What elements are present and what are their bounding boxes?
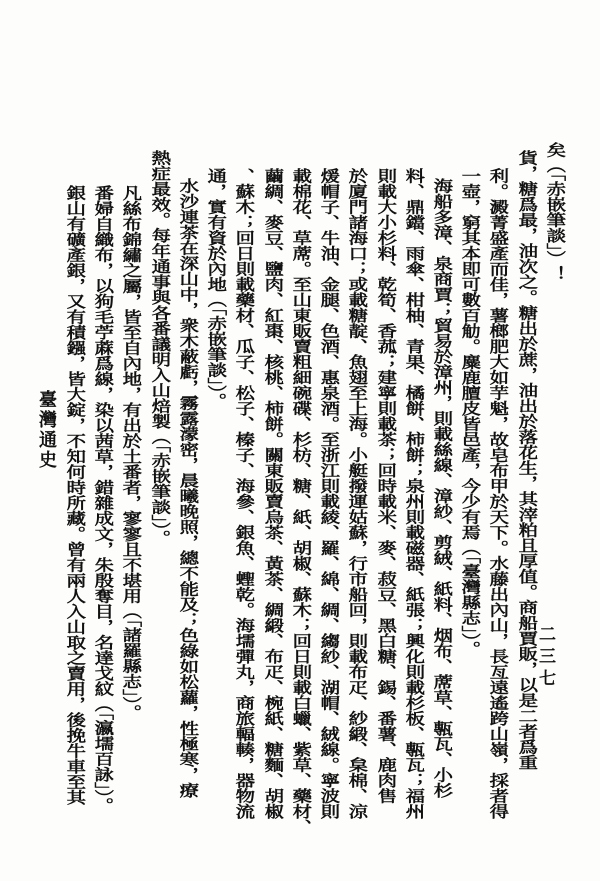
- text-column-8: 於廈門諸海口；或載糖靛、魚翅至上海。小艇撥運姑蘇，行市船回，則載布疋、紗緞、枲棉、涼: [345, 168, 370, 819]
- text-column-18: 銀山有礦產銀，又有積鏹，皆大錠，不知何時所藏。曾有兩人入山取之賣用，後挽牛車至其: [63, 185, 88, 805]
- text-column-2: 貨，糖爲最，油次之。糖出於蔗，油出於落花生，其滓粕且厚值。商船賈販，以是二者爲重: [515, 150, 540, 770]
- text-column-3: 利。澱菁盛產而佳，薯榔肥大如芋魁，故皂布甲於天下。水藤出內山，長亙遠遙跨山嶺，採者得: [486, 168, 511, 819]
- text-column-5: 海船多漳、泉商賈；貿易於漳州，則載絲線、漳紗、剪絨、紙料、烟布、蓆草、甎瓦、小杉: [430, 178, 455, 798]
- text-column-14: 水沙連茶在深山中，衆木蔽虧，霧露濛密，晨曦晚照，總不能及；色綠如松蘿，性極寒，療: [176, 178, 201, 798]
- text-column-15: 熱症最效。每年通事與各番議明入山焙製（「赤嵌筆談」）。: [148, 150, 173, 546]
- text-column-10: 載棉花、草蓆。至山東販賣粗細碗碟、杉枋、糖、紙、胡椒、蘇木；回日則載白蠟、紫草、藥材、: [289, 168, 314, 835]
- text-column-13: 通，實有資於內地（「赤嵌筆談」）。: [204, 168, 229, 409]
- text-column-4: 一壺，窮其本即可數百觔。麋鹿膻皮皆邑產，今少有焉（「臺灣縣志」）。: [458, 168, 483, 657]
- text-column-7: 則載大小杉料、乾筍、香菰；建寧則載茶；回時載米、麥、菽豆、黑白糖、錫、番薯、鹿肉售: [374, 168, 399, 804]
- page-number: 二三七: [535, 625, 555, 691]
- text-column-1: 矣（「赤嵌筆談」）！: [543, 142, 568, 282]
- text-column-6: 料、鼎鐺、雨傘、柑柚、青果、橘餅、柿餅；泉州則載磁器、紙張；興化則載杉板、甎瓦；福州: [402, 168, 427, 819]
- text-column-12: 、蘇木；回日則載藥材、瓜子、松子、榛子、海參、銀魚、蟶乾。海壖彈丸，商旅輻輳，器物流: [232, 168, 257, 819]
- text-column-11: 繭綢、麥豆、鹽肉、紅棗、核桃、柿餅。關東販賣烏茶、黃茶、綢緞、布疋、椀紙、糖麵、胡椒: [261, 168, 286, 819]
- text-column-9: 煖帽子、牛油、金腿、色酒、惠泉酒。至浙江則載綾、羅、綿、綢、縐紗、湖帽、絨線。寧波則: [317, 168, 342, 819]
- text-column-17: 番婦自織布，以狗毛苧蔴爲線，染以茜草，錯雜成文，朱殷奪目，名達戈紋（「瀛壖百詠」）。: [91, 185, 116, 813]
- text-column-16: 凡絲布錦繡之屬，皆至自內地，有出於土番者，寥寥且不堪用（「諸羅縣志」）。: [119, 185, 144, 720]
- running-title: 臺灣通史: [36, 390, 57, 470]
